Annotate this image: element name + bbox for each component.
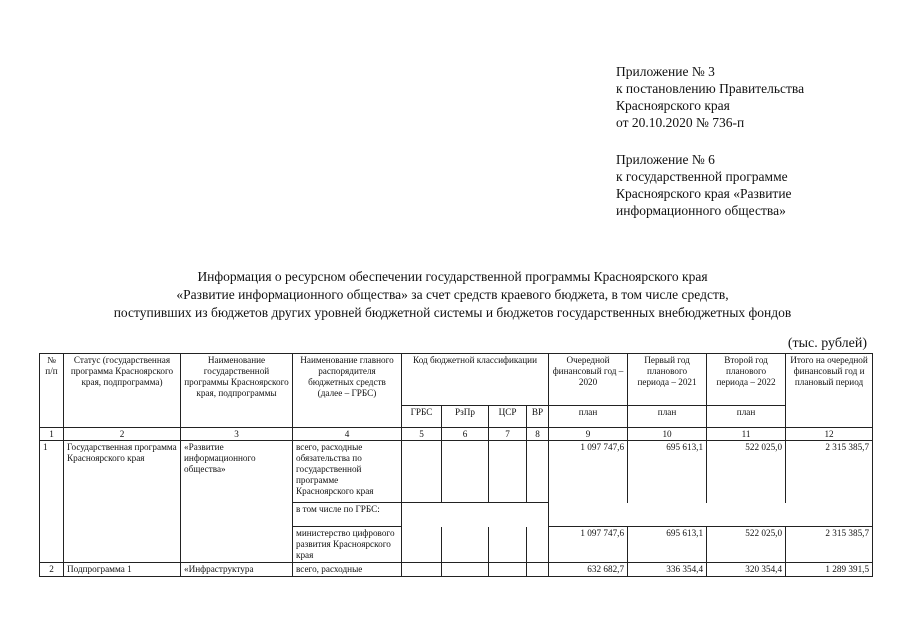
header-grbs-name: Наименование главного распорядителя бюджетных средств (далее – ГРБС) (293, 354, 402, 428)
header-csr: ЦСР (489, 406, 527, 428)
row2-total-label: всего, расходные (293, 563, 402, 577)
col-number: 11 (707, 428, 786, 441)
header-plan-2020: план (549, 406, 628, 428)
col-number: 7 (489, 428, 527, 441)
document-title (0, 268, 905, 322)
row1-value-2020: 1 097 747,6 (549, 441, 628, 503)
col-number: 6 (442, 428, 489, 441)
col-number: 3 (181, 428, 293, 441)
appendix-3-line3: Красноярского края (616, 98, 730, 113)
header-total: Итого на очередной финансовый год и плановый период (786, 354, 873, 428)
header-status: Статус (государственная программа Красноярского края, подпрограмма) (64, 354, 181, 428)
appendix-6-line3: Красноярского края «Развитие (616, 186, 792, 201)
row1-ministry-2021: 695 613,1 (628, 527, 707, 563)
appendix-6-header (616, 151, 792, 219)
resource-table (39, 353, 873, 577)
appendix-3-header (616, 63, 804, 131)
row2-value-2022: 320 354,4 (707, 563, 786, 577)
row2-num: 2 (40, 563, 64, 577)
row1-num: 1 (40, 441, 64, 563)
row1-status: Государственная программа Красноярского края (64, 441, 181, 563)
row1-ministry-total: 2 315 385,7 (786, 527, 873, 563)
appendix-3-line2: к постановлению Правительства (616, 81, 805, 96)
header-program-name: Наименование государственной программы Красноярского края, подпрограммы (181, 354, 293, 428)
row1-ministry-label: министерство цифрового развития Красноярского края (293, 527, 402, 563)
header-vr: ВР (527, 406, 549, 428)
table-row (40, 563, 873, 577)
col-number: 8 (527, 428, 549, 441)
row1-program-name: «Развитие информационного общества» (181, 441, 293, 563)
appendix-6-line2: к государственной программе (616, 169, 788, 184)
appendix-6-line1: Приложение № 6 (616, 152, 715, 167)
header-grbs: ГРБС (402, 406, 442, 428)
row1-grbs-intro: в том числе по ГРБС: (293, 503, 402, 527)
row2-value-2021: 336 354,4 (628, 563, 707, 577)
header-code-group: Код бюджетной классификации (402, 354, 549, 406)
appendix-3-line4: от 20.10.2020 № 736-п (616, 115, 745, 130)
row1-value-2022: 522 025,0 (707, 441, 786, 503)
table-row (40, 441, 873, 503)
appendix-3-line1: Приложение № 3 (616, 64, 715, 79)
header-plan-2021: план (628, 406, 707, 428)
row2-value-total: 1 289 391,5 (786, 563, 873, 577)
col-number: 5 (402, 428, 442, 441)
appendix-6-line4: информационного общества» (616, 203, 786, 218)
column-number-row (40, 428, 873, 441)
row1-value-total: 2 315 385,7 (786, 441, 873, 503)
title-line3: поступивших из бюджетов других уровней бюджетной системы и бюджетов государственных внебюджетных фондов (113, 305, 792, 320)
row2-status: Подпрограмма 1 (64, 563, 181, 577)
row1-ministry-2020: 1 097 747,6 (549, 527, 628, 563)
header-2022: Второй год планового периода – 2022 (707, 354, 786, 406)
col-number: 4 (293, 428, 402, 441)
units-label: (тыс. рублей) (787, 336, 867, 351)
col-number: 10 (628, 428, 707, 441)
header-2020: Очередной финансовый год – 2020 (549, 354, 628, 406)
title-line1: Информация о ресурсном обеспечении государственной программы Красноярского края (197, 269, 708, 284)
header-row (40, 354, 873, 406)
row1-total-label: всего, расходные обязательства по государственной программе Красноярского края (293, 441, 402, 503)
col-number: 2 (64, 428, 181, 441)
title-line2: «Развитие информационного общества» за счет средств краевого бюджета, в том числе средств, (176, 287, 729, 302)
col-number: 1 (40, 428, 64, 441)
header-num: № п/п (40, 354, 64, 428)
row2-value-2020: 632 682,7 (549, 563, 628, 577)
row1-value-2021: 695 613,1 (628, 441, 707, 503)
col-number: 9 (549, 428, 628, 441)
row1-ministry-2022: 522 025,0 (707, 527, 786, 563)
header-rzpr: РзПр (442, 406, 489, 428)
col-number: 12 (786, 428, 873, 441)
header-plan-2022: план (707, 406, 786, 428)
header-2021: Первый год планового периода – 2021 (628, 354, 707, 406)
row2-program-name: «Инфраструктура (181, 563, 293, 577)
